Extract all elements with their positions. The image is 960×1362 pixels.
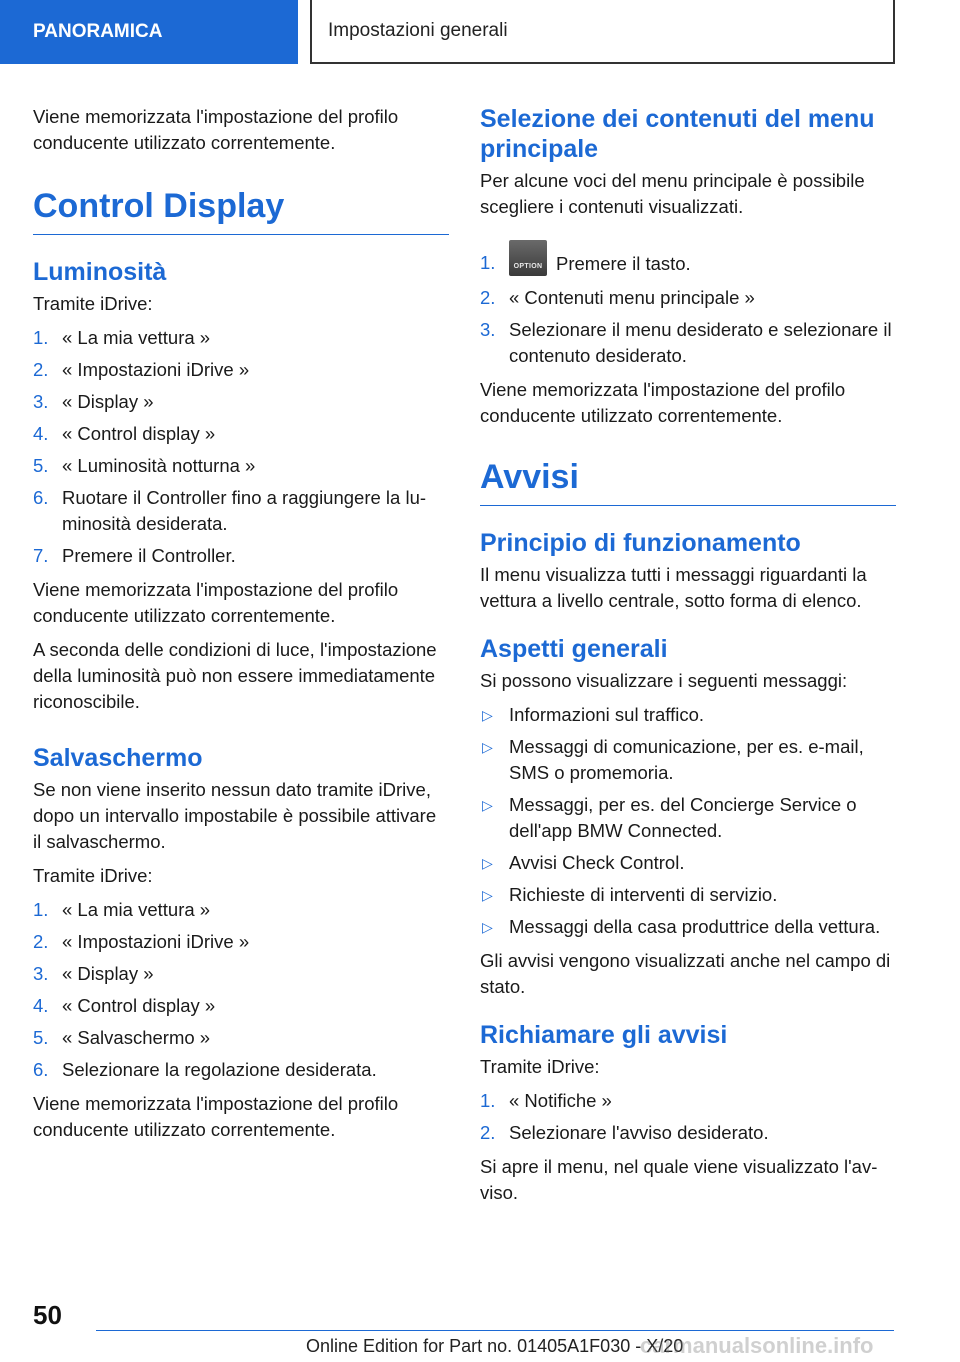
salvaschermo-intro: Se non viene inserito nessun dato tramite iDrive, dopo un intervallo impostabile è possibile attivare il salvaschermo. [33,779,437,852]
list-item: ▷ Messaggi di comunicazione, per es. e-mail, SMS o promemoria. [482,736,864,783]
header-chapter-label: Impostazioni generali [328,20,508,41]
luminosita-note-1: Viene memorizzata l'impostazione del profilo conducente utilizzato correntemente. [33,579,399,626]
list-item: 3. « Display » [33,391,154,412]
list-item: 5. « Salvaschermo » [33,1027,211,1048]
principio-heading: Principio di funzionamento [480,529,801,557]
footer-divider [96,1330,894,1331]
list-item: 1. OPTION Premere il tasto. [480,240,896,277]
list-item: 4. « Control display » [33,995,216,1016]
page-number: 50 [33,1300,62,1330]
triangle-bullet-icon: ▷ [482,797,493,813]
richiamare-heading: Richiamare gli avvisi [480,1021,728,1049]
header-chapter-tab[interactable] [310,0,895,64]
richiamare-note: Si apre il menu, nel quale viene visualizzato l'av-viso. [480,1156,878,1203]
luminosita-note-2: A seconda delle condizioni di luce, l'impostazione della luminosità può non essere immediatamente riconoscibile. [33,639,437,712]
triangle-bullet-icon: ▷ [482,887,493,903]
salvaschermo-note: Viene memorizzata l'impostazione del profilo conducente utilizzato correntemente. [33,1093,399,1140]
list-item: ▷ Richieste di interventi di servizio. [480,882,896,908]
selezione-steps [480,240,896,369]
list-item: 4. « Control display » [33,423,216,444]
list-item: 3. Selezionare il menu desiderato e selezionare il contenuto desiderato. [480,319,892,366]
list-item: ▷ Messaggi, per es. del Concierge Service o dell'app BMW Connected. [482,794,857,841]
aspetti-heading: Aspetti generali [480,635,668,663]
list-item: ▷ Avvisi Check Control. [480,850,896,876]
selezione-heading: Selezione dei contenuti del menu principale [480,105,875,163]
list-item: 1. « La mia vettura » [33,327,211,348]
header-section-tab[interactable] [0,0,298,64]
list-item: 2. « Impostazioni iDrive » [33,359,250,380]
luminosita-lead: Tramite iDrive: [33,293,153,314]
richiamare-lead: Tramite iDrive: [480,1056,600,1077]
list-item: 1. « Notifiche » [480,1090,612,1111]
luminosita-heading: Luminosità [33,258,167,286]
aspetti-note: Gli avvisi vengono visualizzati anche nel campo di stato. [480,950,891,997]
list-item: 6. Ruotare il Controller fino a raggiungere la lu-minosità desiderata. [33,487,427,534]
salvaschermo-heading: Salvaschermo [33,744,203,772]
list-item: 1. « La mia vettura » [33,899,211,920]
triangle-bullet-icon: ▷ [482,919,493,935]
salvaschermo-steps [33,897,449,1083]
option-button-icon: OPTION [509,240,547,276]
list-item: 2. « Impostazioni iDrive » [33,931,250,952]
selezione-note: Viene memorizzata l'impostazione del profilo conducente utilizzato correntemente. [480,379,846,426]
aspetti-lead: Si possono visualizzare i seguenti messaggi: [480,670,848,691]
list-item: ▷ Informazioni sul traffico. [480,702,896,728]
left-column [33,104,449,1151]
list-item: 7. Premere il Controller. [33,545,236,566]
header-section-label: PANORAMICA [33,21,163,42]
luminosita-steps [33,325,449,569]
selezione-intro: Per alcune voci del menu principale è possibile scegliere i contenuti visualizzati. [480,170,865,217]
list-item: 6. Selezionare la regolazione desiderata. [33,1059,377,1080]
list-item: 2. « Contenuti menu principale » [480,287,755,308]
principio-text: Il menu visualizza tutti i messaggi riguardanti la vettura a livello centrale, sotto forma di elenco. [480,564,867,611]
watermark: carmanualsonline.info [640,1333,874,1358]
triangle-bullet-icon: ▷ [482,855,493,871]
triangle-bullet-icon: ▷ [482,739,493,755]
salvaschermo-lead: Tramite iDrive: [33,865,153,886]
control-display-heading: Control Display [33,186,449,235]
avvisi-heading: Avvisi [480,457,896,506]
list-item: 3. « Display » [33,963,154,984]
list-item: 5. « Luminosità notturna » [33,455,256,476]
intro-note: Viene memorizzata l'impostazione del profilo conducente utilizzato correntemente. [33,106,399,153]
aspetti-bullets [480,702,896,940]
right-column [480,104,896,1214]
richiamare-steps [480,1088,896,1146]
triangle-bullet-icon: ▷ [482,707,493,723]
list-item: 2. Selezionare l'avviso desiderato. [480,1122,769,1143]
footer-edition: Online Edition for Part no. 01405A1F030 - X/20 [306,1336,684,1356]
list-item: ▷ Messaggi della casa produttrice della vettura. [480,914,896,940]
